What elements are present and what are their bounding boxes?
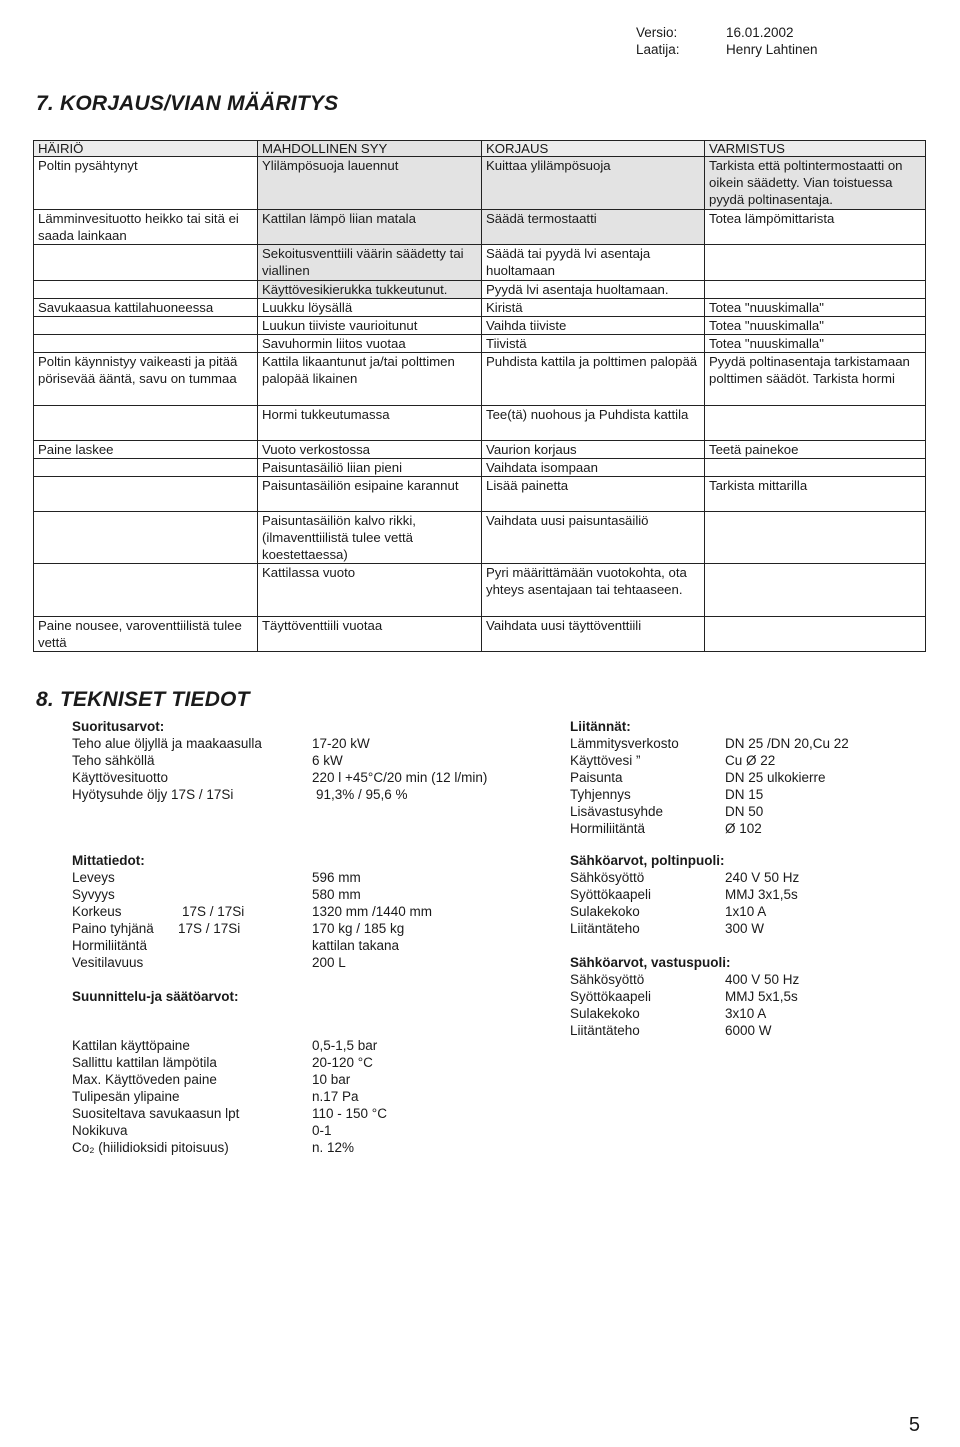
table-row [34, 617, 926, 652]
version-value: 16.01.2002 [726, 25, 794, 40]
table-cell [705, 281, 926, 299]
spec-row: Max. Käyttöveden paine 10 bar [72, 1072, 351, 1087]
fault-table-header [34, 141, 926, 157]
table-cell: Vaurion korjaus [482, 441, 705, 459]
electrical-burner-title: Sähköarvot, poltinpuoli: [570, 853, 725, 868]
table-cell: Paisuntasäiliö liian pieni [258, 459, 482, 477]
table-cell: Paine nousee, varoventtiilistä tulee vettä [34, 617, 258, 652]
table-cell [34, 317, 258, 335]
author-value: Henry Lahtinen [726, 42, 818, 57]
table-cell: Tiivistä [482, 335, 705, 353]
table-cell: Tarkista mittarilla [705, 477, 926, 512]
table-cell: Kuittaa ylilämpösuoja [482, 157, 705, 210]
table-cell: Kattilassa vuoto [258, 564, 482, 617]
spec-row: Syöttökaapeli MMJ 5x1,5s [570, 989, 798, 1004]
spec-row: Käyttövesituotto 220 l +45°C/20 min (12 l/min) [72, 770, 488, 785]
spec-row: Käyttövesi ” Cu Ø 22 [570, 753, 776, 768]
table-cell: Paisuntasäiliön esipaine karannut [258, 477, 482, 512]
table-cell [34, 459, 258, 477]
table-cell: Vaihdata uusi täyttöventtiili [482, 617, 705, 652]
connections-title: Liitännät: [570, 719, 631, 734]
section-8-title: 8. TEKNISET TIEDOT [36, 688, 250, 711]
table-cell: Käyttövesikierukka tukkeutunut. [258, 281, 482, 299]
design-specs-heading [72, 988, 239, 1005]
col-hairio: HÄIRIÖ [34, 141, 258, 157]
table-cell: Pyydä lvi asentaja huoltamaan. [482, 281, 705, 299]
table-cell: Totea "nuuskimalla" [705, 299, 926, 317]
table-cell [34, 477, 258, 512]
dimensions-title: Mittatiedot: [72, 853, 145, 868]
spec-row: Teho alue öljyllä ja maakaasulla 17-20 kW [72, 736, 370, 751]
document-header [636, 24, 818, 58]
dimension-specs [72, 852, 432, 971]
table-cell: Poltin käynnistyy vaikeasti ja pitää pörisevää ääntä, savu on tummaa [34, 353, 258, 406]
table-cell: Savuhormin liitos vuotaa [258, 335, 482, 353]
spec-row: Tyhjennys DN 15 [570, 787, 764, 802]
table-cell: Ylilämpösuoja lauennut [258, 157, 482, 210]
spec-row: Kattilan käyttöpaine 0,5-1,5 bar [72, 1038, 378, 1053]
spec-row: Nokikuva 0-1 [72, 1123, 332, 1138]
electrical-resistor-specs [570, 954, 799, 1039]
table-row [34, 441, 926, 459]
author-label: Laatija: [636, 42, 680, 57]
table-cell [705, 459, 926, 477]
table-row [34, 210, 926, 245]
spec-row: Leveys 596 mm [72, 870, 361, 885]
spec-row: Lisävastusyhde DN 50 [570, 804, 764, 819]
table-cell: Teetä painekoe [705, 441, 926, 459]
table-cell: Vaihdata isompaan [482, 459, 705, 477]
table-cell: Vuoto verkostossa [258, 441, 482, 459]
table-cell [705, 406, 926, 441]
table-cell: Poltin pysähtynyt [34, 157, 258, 210]
table-row [34, 353, 926, 406]
table-cell [34, 564, 258, 617]
table-row [34, 335, 926, 353]
table-cell [34, 281, 258, 299]
table-cell [705, 512, 926, 564]
spec-row: Korkeus 17S / 17Si 1320 mm /1440 mm [72, 904, 433, 919]
table-cell: Tarkista että poltintermostaatti on oikein säädetty. Vian toistuessa pyydä poltinasentaja. [705, 157, 926, 210]
spec-row: Paisunta DN 25 ulkokierre [570, 770, 826, 785]
table-cell: Puhdista kattila ja polttimen palopää [482, 353, 705, 406]
table-row [34, 317, 926, 335]
table-cell [34, 335, 258, 353]
table-cell: Kattilan lämpö liian matala [258, 210, 482, 245]
col-varmistus: VARMISTUS [705, 141, 926, 157]
electrical-burner-specs [570, 852, 799, 937]
spec-row: Vesitilavuus 200 L [72, 955, 346, 970]
spec-row: Hormiliitäntä Ø 102 [570, 821, 762, 836]
table-cell: Täyttöventtiili vuotaa [258, 617, 482, 652]
table-cell [34, 245, 258, 281]
spec-row: Lämmitysverkosto DN 25 /DN 20,Cu 22 [570, 736, 849, 751]
table-cell: Totea lämpömittarista [705, 210, 926, 245]
spec-row: Syvyys 580 mm [72, 887, 361, 902]
table-cell: Hormi tukkeutumassa [258, 406, 482, 441]
spec-row: Sähkösyöttö 240 V 50 Hz [570, 870, 800, 885]
table-cell: Tee(tä) nuohous ja Puhdista kattila [482, 406, 705, 441]
table-cell: Lisää painetta [482, 477, 705, 512]
table-cell: Paisuntasäiliön kalvo rikki, (ilmaventtiilistä tulee vettä koestettaessa) [258, 512, 482, 564]
table-cell: Säädä tai pyydä lvi asentaja huoltamaan [482, 245, 705, 281]
version-label: Versio: [636, 25, 678, 40]
spec-row: Sulakekoko 3x10 A [570, 1006, 767, 1021]
performance-title: Suoritusarvot: [72, 719, 165, 734]
table-row [34, 459, 926, 477]
table-cell: Vaihda tiiviste [482, 317, 705, 335]
table-cell: Totea "nuuskimalla" [705, 317, 926, 335]
table-row [34, 406, 926, 441]
col-korjaus: KORJAUS [482, 141, 705, 157]
table-row [34, 512, 926, 564]
table-cell: Pyydä poltinasentaja tarkistamaan polttimen säädöt. Tarkista hormi [705, 353, 926, 406]
spec-row: Liitäntäteho 6000 W [570, 1023, 772, 1038]
table-cell [705, 245, 926, 281]
spec-row: Tulipesän ylipaine n.17 Pa [72, 1089, 359, 1104]
design-specs [72, 1037, 387, 1156]
table-cell: Säädä termostaatti [482, 210, 705, 245]
spec-row: Syöttökaapeli MMJ 3x1,5s [570, 887, 798, 902]
section-7-title: 7. KORJAUS/VIAN MÄÄRITYS [36, 92, 339, 115]
spec-row: Teho sähköllä 6 kW [72, 753, 343, 768]
electrical-resistor-title: Sähköarvot, vastuspuoli: [570, 955, 731, 970]
spec-row: Hormiliitäntä kattilan takana [72, 938, 400, 953]
spec-row: Sähkösyöttö 400 V 50 Hz [570, 972, 800, 987]
table-row [34, 299, 926, 317]
table-cell: Kiristä [482, 299, 705, 317]
spec-row: Co₂ (hiilidioksidi pitoisuus) n. 12% [72, 1140, 355, 1155]
table-cell [34, 406, 258, 441]
table-cell: Savukaasua kattilahuoneessa [34, 299, 258, 317]
table-cell: Kattila likaantunut ja/tai polttimen palopää likainen [258, 353, 482, 406]
table-row [34, 564, 926, 617]
table-cell: Vaihdata uusi paisuntasäiliö [482, 512, 705, 564]
table-cell: Totea "nuuskimalla" [705, 335, 926, 353]
table-row [34, 281, 926, 299]
table-row [34, 477, 926, 512]
spec-row: Sulakekoko 1x10 A [570, 904, 767, 919]
table-cell [34, 512, 258, 564]
design-title: Suunnittelu-ja säätöarvot: [72, 989, 239, 1004]
table-cell: Sekoitusventtiili väärin säädetty tai viallinen [258, 245, 482, 281]
col-syy: MAHDOLLINEN SYY [258, 141, 482, 157]
table-cell: Paine laskee [34, 441, 258, 459]
spec-row: Sallittu kattilan lämpötila 20-120 °C [72, 1055, 373, 1070]
table-cell: Luukun tiiviste vaurioitunut [258, 317, 482, 335]
table-row [34, 245, 926, 281]
table-cell [705, 617, 926, 652]
spec-row: Paino tyhjänä 17S / 17Si 170 kg / 185 kg [72, 921, 405, 936]
spec-row: Hyötysuhde öljy 17S / 17Si 91,3% / 95,6 % [72, 787, 408, 802]
table-row [34, 157, 926, 210]
table-cell: Pyri määrittämään vuotokohta, ota yhteys asentajaan tai tehtaaseen. [482, 564, 705, 617]
table-cell: Luukku löysällä [258, 299, 482, 317]
connection-specs [570, 718, 849, 837]
table-cell: Lämminvesituotto heikko tai sitä ei saada lainkaan [34, 210, 258, 245]
spec-row: Suositeltava savukaasun lpt 110 - 150 °C [72, 1106, 387, 1121]
fault-table [33, 140, 926, 652]
performance-specs [72, 718, 487, 803]
table-cell [705, 564, 926, 617]
spec-row: Liitäntäteho 300 W [570, 921, 765, 936]
page-number: 5 [908, 1414, 920, 1436]
